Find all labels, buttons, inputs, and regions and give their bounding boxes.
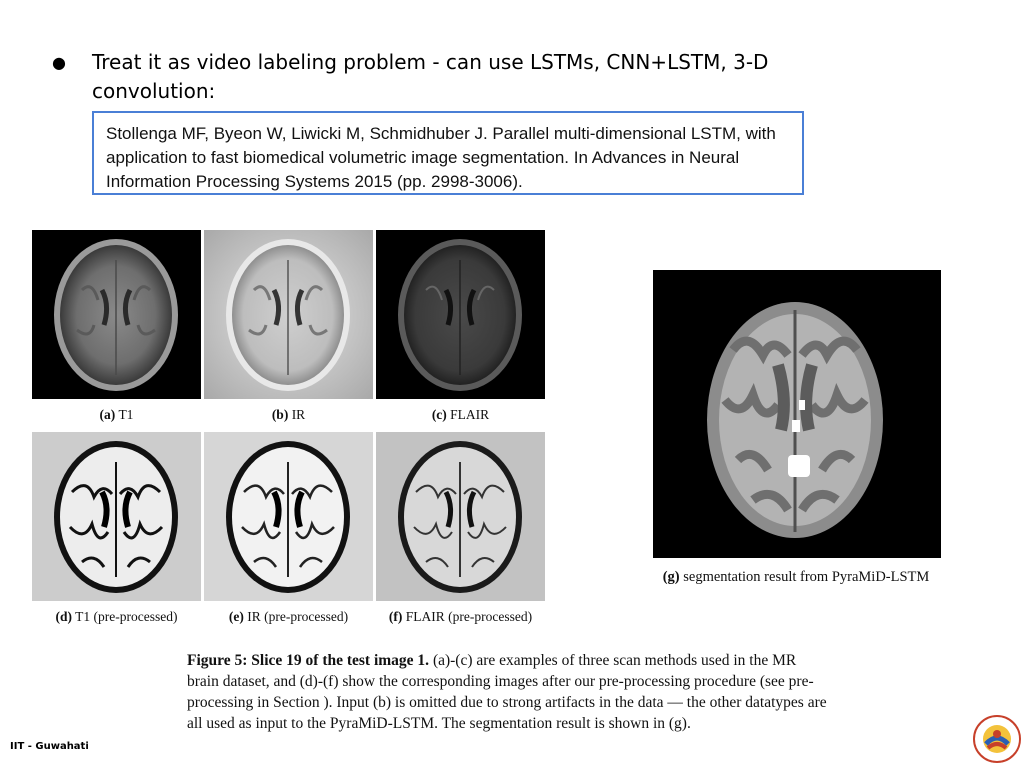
scan-flair-image bbox=[376, 230, 545, 399]
institute-logo-icon bbox=[972, 714, 1022, 764]
segmentation-image bbox=[653, 270, 941, 558]
panel-caption-a: (a) T1 bbox=[99, 407, 134, 422]
reference-box bbox=[92, 111, 804, 195]
bullet-dot-icon: ● bbox=[52, 53, 66, 72]
panel-caption-c: (c) FLAIR bbox=[431, 407, 490, 422]
panel-caption-b: (b) IR bbox=[271, 407, 306, 422]
panel-caption-f: (f) FLAIR (pre-processed) bbox=[388, 609, 533, 624]
figure-caption-title: Figure 5: Slice 19 of the test image 1. bbox=[187, 652, 430, 669]
scan-t1-preprocessed-image bbox=[32, 432, 201, 601]
panel-caption-d: (d) T1 (pre-processed) bbox=[55, 609, 178, 624]
panel-caption-g: (g) segmentation result from PyraMiD-LSTM bbox=[662, 569, 930, 585]
panel-caption-e: (e) IR (pre-processed) bbox=[228, 609, 349, 624]
scan-flair-preprocessed-image bbox=[376, 432, 545, 601]
reference-text: Stollenga MF, Byeon W, Liwicki M, Schmidhuber J. Parallel multi-dimensional LSTM, with application to fast biomedical volumetric image segmentation. In Advances in Neural Information Processing Systems 2015 (pp. 2998-3006). bbox=[106, 124, 776, 191]
scan-ir-preprocessed-image bbox=[204, 432, 373, 601]
scan-ir-image bbox=[204, 230, 373, 399]
bullet-text: Treat it as video labeling problem - can use LSTMs, CNN+LSTM, 3-D convolution: bbox=[92, 50, 769, 103]
scan-t1-image bbox=[32, 230, 201, 399]
footer-institute: IIT - Guwahati bbox=[10, 741, 89, 752]
figure-caption bbox=[187, 650, 827, 734]
figure-caption-body: (a)-(c) are examples of three scan methods used in the MR brain dataset, and (d)-(f) show the corresponding images after our pre-processing procedure (see pre-processing in Section ). Input (b) is omitted due to strong artifacts in the data — the other datatypes are all used as input to the PyraMiD-LSTM. The segmentation result is shown in (g). bbox=[187, 652, 827, 732]
